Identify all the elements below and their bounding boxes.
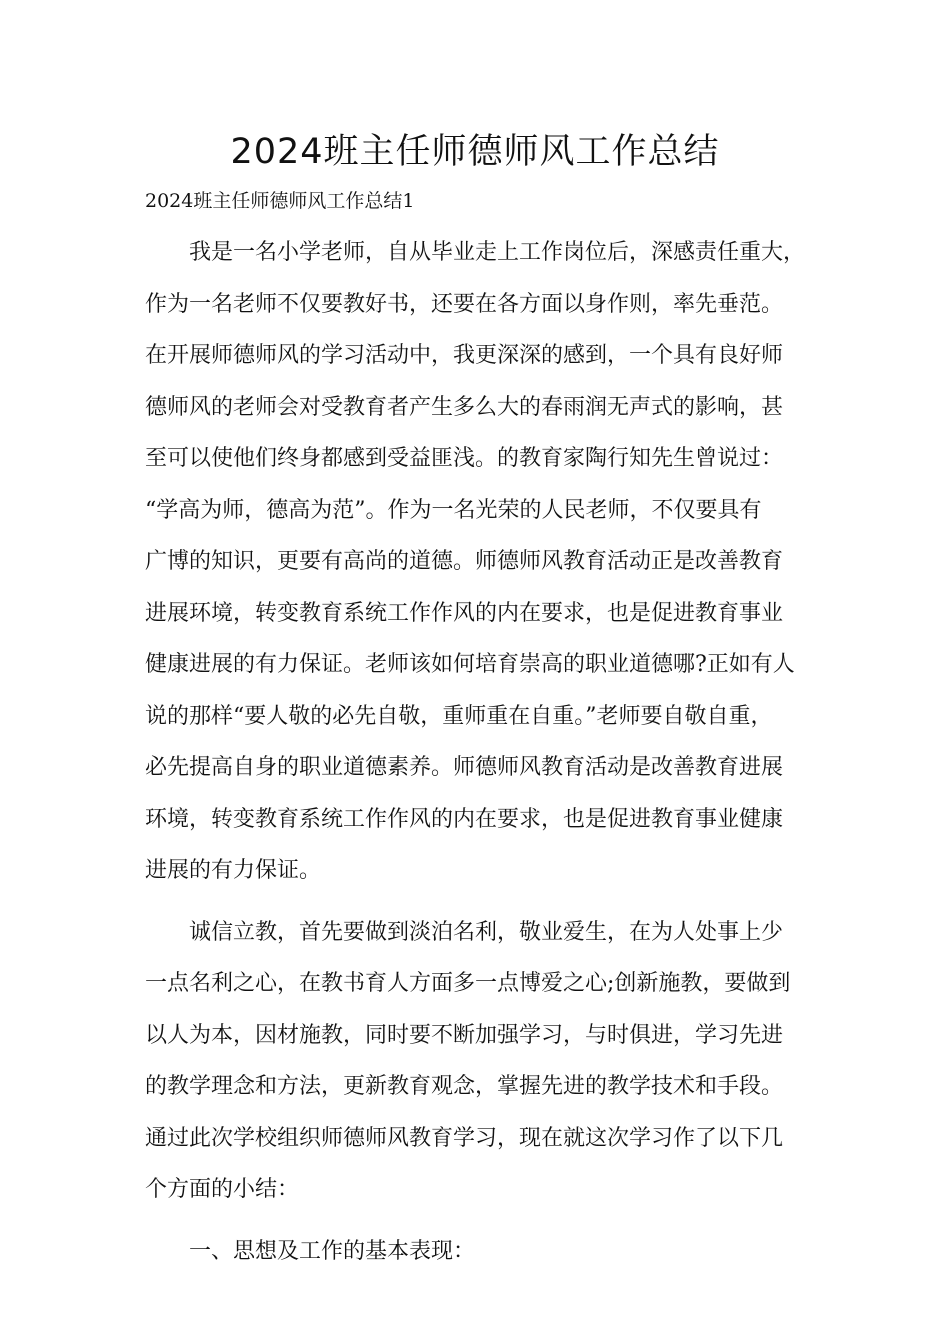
paragraph-line: 个方面的小结：: [145, 1177, 300, 1202]
paragraph-line: 一、思想及工作的基本表现：: [189, 1238, 476, 1264]
paragraph-line: 广博的知识，更要有高尚的道德。师德师风教育活动正是改善教育: [145, 549, 784, 574]
paragraph-line: 通过此次学校组织师德师风教育学习，现在就这次学习作了以下几: [145, 1125, 784, 1151]
paragraph-line: 德师风的老师会对受教育者产生多么大的春雨润无声式的影响，甚: [145, 394, 784, 420]
paragraph: [145, 907, 817, 1216]
paragraph-line: 必先提高自身的职业道德素养。师德师风教育活动是改善教育进展: [145, 755, 784, 780]
document-title: 2024班主任师德师风工作总结: [230, 132, 720, 172]
document-body: [145, 227, 817, 1287]
paragraph-line: 健康进展的有力保证。老师该如何培育崇高的职业道德哪?正如有人: [145, 652, 795, 677]
paragraph-line: 至可以使他们终身都感到受益匪浅。的教育家陶行知先生曾说过：: [145, 446, 784, 471]
paragraph-line: 说的那样“要人敬的必先自敬，重师重在自重。”老师要自敬自重，: [145, 703, 773, 729]
paragraph-line: “学高为师，德高为范”。作为一名光荣的人民老师，不仅要具有: [145, 497, 762, 523]
paragraph-line: 在开展师德师风的学习活动中，我更深深的感到，一个具有良好师: [145, 343, 784, 368]
paragraph-line: 一点名利之心，在教书育人方面多一点博爱之心;创新施教，要做到: [145, 971, 791, 996]
paragraph-line: 的教学理念和方法，更新教育观念，掌握先进的教学技术和手段。: [145, 1074, 784, 1099]
paragraph-line: 进展的有力保证。: [145, 858, 322, 883]
paragraph-line: 作为一名老师不仅要教好书，还要在各方面以身作则，率先垂范。: [145, 291, 784, 317]
paragraph-line: 我是一名小学老师，自从毕业走上工作岗位后，深感责任重大，: [189, 240, 806, 265]
document-subtitle: 2024班主任师德师风工作总结1: [145, 190, 415, 212]
paragraph-line: 进展环境，转变教育系统工作作风的内在要求，也是促进教育事业: [145, 600, 784, 626]
paragraph-line: 环境，转变教育系统工作作风的内在要求，也是促进教育事业健康: [145, 806, 784, 832]
paragraph: [145, 227, 817, 897]
paragraph-line: 以人为本，因材施教，同时要不断加强学习，与时俱进，学习先进: [145, 1022, 784, 1048]
paragraph: [145, 1226, 817, 1278]
paragraph-line: 诚信立教，首先要做到淡泊名利，敬业爱生，在为人处事上少: [189, 919, 784, 945]
